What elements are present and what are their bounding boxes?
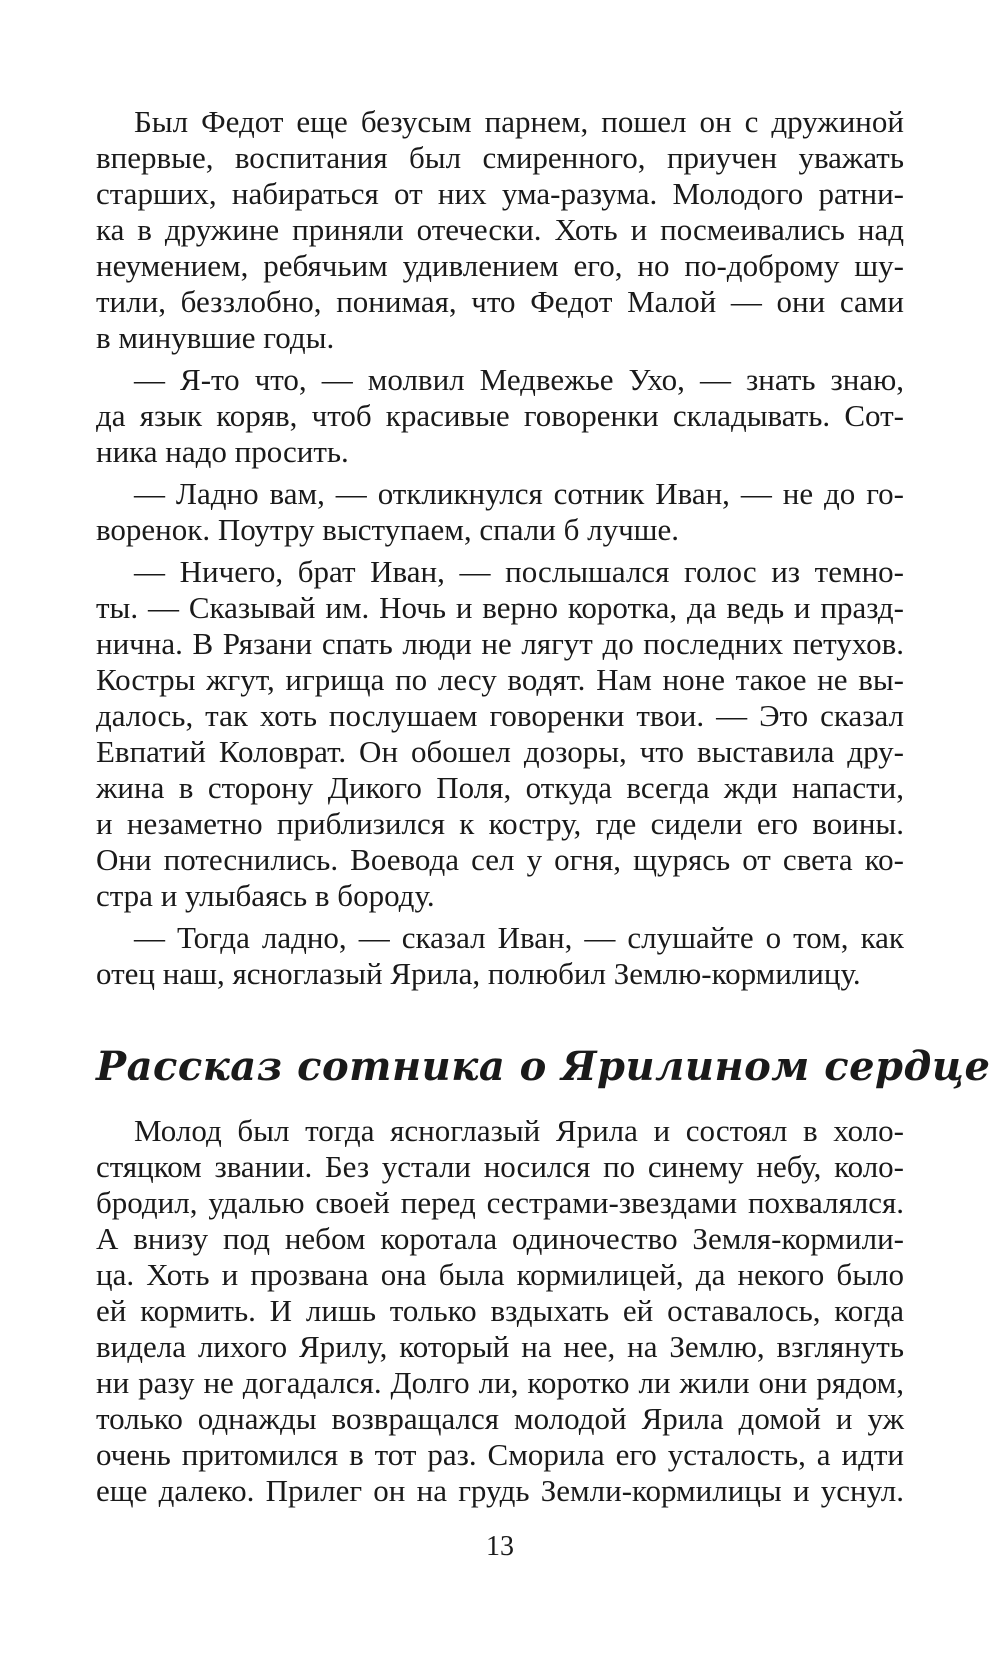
text-line: жина в сторону Дикого Поля, откуда всегда жди напасти, xyxy=(96,770,904,805)
text-line: тили, беззлобно, понимая, что Федот Малой — они сами xyxy=(96,284,904,319)
text-line: видела лихого Ярилу, который на нее, на Землю, взглянуть xyxy=(96,1329,904,1364)
text-line: ей кормить. И лишь только вздыхать ей оставалось, когда xyxy=(96,1293,904,1328)
text-line: старших, набираться от них ума-разума. Молодого ратни- xyxy=(96,176,904,211)
text-line: стяцком звании. Без устали носился по синему небу, коло- xyxy=(96,1149,904,1184)
text-line: Костры жгут, игрища по лесу водят. Нам ноне такое не вы- xyxy=(96,662,904,697)
paragraph xyxy=(96,104,904,356)
text-line: отец наш, ясноглазый Ярила, полюбил Землю-кормилицу. xyxy=(96,956,861,991)
text-line: — Тогда ладно, — сказал Иван, — слушайте о том, как xyxy=(134,920,904,955)
text-line: далось, так хоть послушаем говоренки твои. — Это сказал xyxy=(96,698,904,733)
text-line: Был Федот еще безусым парнем, пошел он с дружиной xyxy=(134,104,904,139)
text-line: ка в дружине приняли отечески. Хоть и посмеивались над xyxy=(96,212,904,247)
text-line: и незаметно приблизился к костру, где сидели его воины. xyxy=(96,806,904,841)
text-line: — Я-то что, — молвил Медвежье Ухо, — знать знаю, xyxy=(134,362,904,397)
paragraph xyxy=(96,362,904,470)
text-line: ника надо просить. xyxy=(96,434,349,469)
page-body xyxy=(96,104,991,1515)
paragraph xyxy=(96,476,904,548)
text-line: воренок. Поутру выступаем, спали б лучше. xyxy=(96,512,680,547)
text-line: — Ничего, брат Иван, — послышался голос из темно- xyxy=(134,554,904,589)
text-line: нична. В Рязани спать люди не лягут до последних петухов. xyxy=(96,626,904,661)
page-number: 13 xyxy=(486,1531,514,1562)
text-line: ни разу не догадался. Долго ли, коротко ли жили они рядом, xyxy=(96,1365,904,1400)
text-line: только однажды возвращался молодой Ярила домой и уж xyxy=(96,1401,904,1436)
text-line: ты. — Сказывай им. Ночь и верно коротка, да ведь и празд- xyxy=(96,590,904,625)
text-line: стра и улыбаясь в бороду. xyxy=(96,878,435,913)
text-line: Евпатий Коловрат. Он обошел дозоры, что выставила дру- xyxy=(96,734,904,769)
text-block-bottom xyxy=(96,1113,904,1509)
paragraph xyxy=(96,1113,904,1509)
text-line: да язык коряв, чтоб красивые говоренки складывать. Сот- xyxy=(96,398,904,433)
paragraph xyxy=(96,920,904,992)
text-line: впервые, воспитания был смиренного, приучен уважать xyxy=(96,140,904,175)
text-line: очень притомился в тот раз. Сморила его усталость, а идти xyxy=(96,1437,904,1472)
text-block-top xyxy=(96,104,904,992)
section-heading: Рассказ сотника о Ярилином сердце xyxy=(96,1043,991,1090)
text-line: — Ладно вам, — откликнулся сотник Иван, — не до го- xyxy=(134,476,904,511)
text-line: в минувшие годы. xyxy=(96,320,335,355)
text-line: Молод был тогда ясноглазый Ярила и состоял в холо- xyxy=(134,1113,904,1148)
text-line: ца. Хоть и прозвана она была кормилицей, да некого было xyxy=(96,1257,904,1292)
text-line: А внизу под небом коротала одиночество Земля-кормили- xyxy=(96,1221,904,1256)
text-line: бродил, удалью своей перед сестрами-звездами похвалялся. xyxy=(96,1185,904,1220)
text-line: еще далеко. Прилег он на грудь Земли-кормилицы и уснул. xyxy=(96,1473,904,1508)
paragraph xyxy=(96,554,904,914)
text-line: неумением, ребячьим удивлением его, но по-доброму шу- xyxy=(96,248,904,283)
text-line: Они потеснились. Воевода сел у огня, щурясь от света ко- xyxy=(96,842,904,877)
